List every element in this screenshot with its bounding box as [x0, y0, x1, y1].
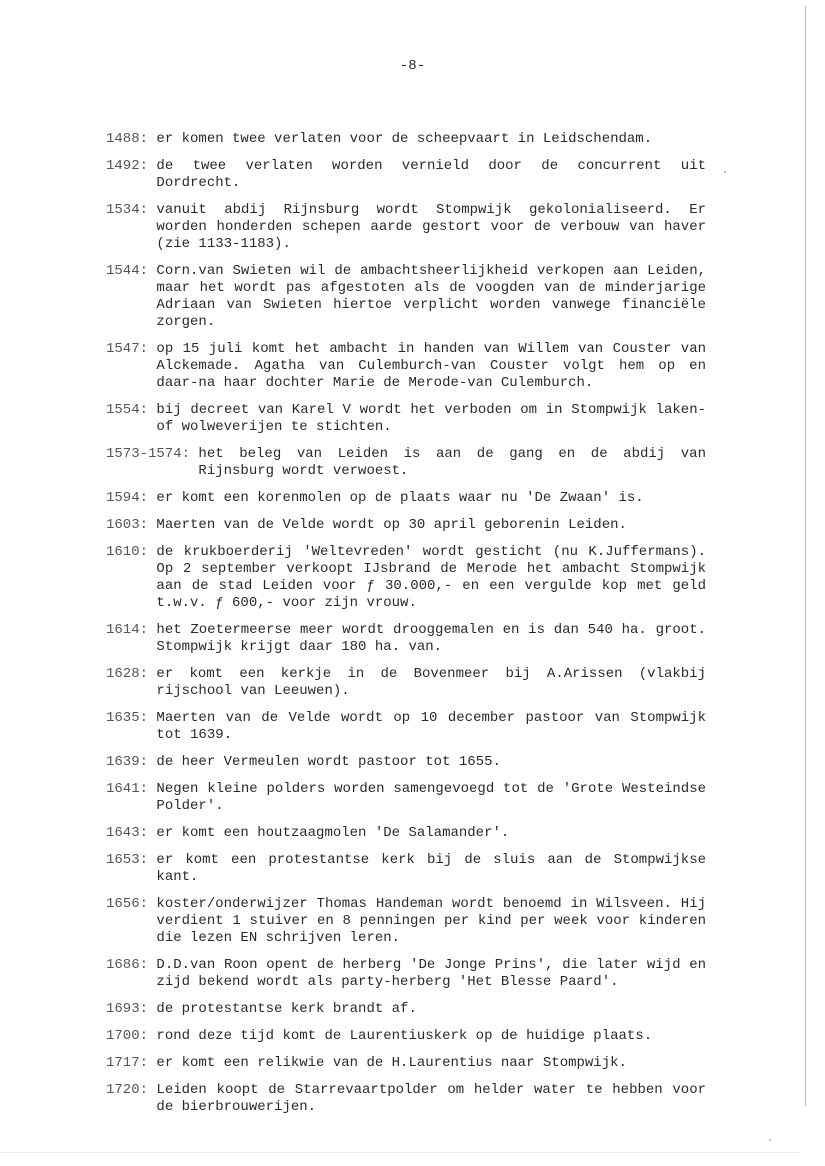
- chronology-entry: [106, 1055, 706, 1072]
- entry-text: er komen twee verlaten voor de scheepvaart in Leidschendam.: [156, 131, 653, 147]
- entry-year: 1641:: [106, 781, 157, 797]
- entry-text: Maerten van de Velde wordt op 30 april geborenin Leiden.: [156, 517, 627, 533]
- chronology-entry: [106, 131, 706, 148]
- entry-text: het beleg van Leiden is aan de gang en de abdij van Rijnsburg wordt verwoest.: [198, 446, 706, 479]
- chronology-entry: [106, 517, 706, 534]
- entry-text: er komt een protestantse kerk bij de sluis aan de Stompwijkse kant.: [156, 852, 706, 885]
- chronology-entry: [106, 754, 706, 771]
- chronology-entry: [106, 263, 706, 331]
- scan-speck: [724, 171, 726, 173]
- chronology-entry: [106, 341, 706, 392]
- chronology-entry: [106, 490, 706, 507]
- entry-text: vanuit abdij Rijnsburg wordt Stompwijk gekolonialiseerd. Er worden honderden schepen aarde gestort voor de verbouw van haver (zie 1133-1183).: [156, 202, 706, 252]
- entry-text: Leiden koopt de Starrevaartpolder om helder water te hebben voor de bierbrouwerijen.: [156, 1082, 706, 1115]
- entry-year: 1686:: [106, 957, 157, 973]
- entry-text: er komt een korenmolen op de plaats waar nu 'De Zwaan' is.: [156, 490, 644, 506]
- entry-text: de protestantse kerk brandt af.: [156, 1001, 417, 1017]
- entry-text: bij decreet van Karel V wordt het verboden om in Stompwijk laken- of wolweverijen te stichten.: [156, 402, 706, 435]
- scan-speck: [769, 1139, 771, 1141]
- entry-year: 1656:: [106, 896, 157, 912]
- entry-year: 1628:: [106, 666, 157, 682]
- entry-year: 1635:: [106, 710, 157, 726]
- entry-text: Maerten van de Velde wordt op 10 december pastoor van Stompwijk tot 1639.: [156, 710, 706, 743]
- entry-year: 1547:: [106, 341, 157, 357]
- entry-text: Corn.van Swieten wil de ambachtsheerlijkheid verkopen aan Leiden, maar het wordt pas afgestoten als de voogden van de minderjarige Adriaan van Swieten hiertoe verplicht worden vanwege financiële zorgen.: [156, 263, 706, 330]
- entry-year: 1720:: [106, 1082, 157, 1098]
- entry-year: 1639:: [106, 754, 157, 770]
- chronology-entry: [106, 825, 706, 842]
- entry-text: de krukboerderij 'Weltevreden' wordt gesticht (nu K.Juffermans). Op 2 september verkoopt IJsbrand de Merode het ambacht Stompwijk aan de stad Leiden voor ƒ 30.000,- en een vergulde kop met geld t.w.v. ƒ 600,- voor zijn vrouw.: [156, 544, 706, 611]
- chronology-entry: [106, 1028, 706, 1045]
- entry-year: 1603:: [106, 517, 157, 533]
- entry-text: Negen kleine polders worden samengevoegd tot de 'Grote Westeindse Polder'.: [156, 781, 706, 814]
- entry-year: 1610:: [106, 544, 157, 560]
- chronology-entry: [106, 852, 706, 886]
- entry-text: koster/onderwijzer Thomas Handeman wordt benoemd in Wilsveen. Hij verdient 1 stuiver en 8 penningen per kind per week voor kinderen die lezen EN schrijven leren.: [156, 896, 706, 946]
- scan-edge-line: [805, 6, 806, 1106]
- entry-text: er komt een relikwie van de H.Laurentius naar Stompwijk.: [156, 1055, 627, 1071]
- entry-year: 1488:: [106, 131, 157, 147]
- entry-year: 1717:: [106, 1055, 157, 1071]
- entry-text: er komt een kerkje in de Bovenmeer bij A.Arissen (vlakbij rijschool van Leeuwen).: [156, 666, 706, 699]
- chronology-entry: [106, 202, 706, 253]
- entry-year: 1643:: [106, 825, 157, 841]
- entry-text: rond deze tijd komt de Laurentiuskerk op de huidige plaats.: [156, 1028, 653, 1044]
- entry-year: 1492:: [106, 158, 157, 174]
- chronology-entry: [106, 402, 706, 436]
- chronology-list: [106, 131, 706, 1126]
- entry-text: D.D.van Roon opent de herberg 'De Jonge Prins', die later wijd en zijd bekend wordt als party-herberg 'Het Blesse Paard'.: [156, 957, 706, 990]
- chronology-entry: [106, 544, 706, 612]
- entry-text: het Zoetermeerse meer wordt drooggemalen en is dan 540 ha. groot. Stompwijk krijgt daar 180 ha. van.: [156, 622, 706, 655]
- entry-year: 1653:: [106, 852, 157, 868]
- chronology-entry: [106, 158, 706, 192]
- entry-year: 1693:: [106, 1001, 157, 1017]
- entry-year: 1594:: [106, 490, 157, 506]
- chronology-entry: [106, 446, 706, 480]
- chronology-entry: [106, 1082, 706, 1116]
- entry-year: 1573-1574:: [106, 446, 199, 462]
- entry-text: op 15 juli komt het ambacht in handen van Willem van Couster van Alckemade. Agatha van Culemburch-van Couster volgt hem op en daar-na haar dochter Marie de Merode-van Culemburch.: [156, 341, 706, 391]
- chronology-entry: [106, 957, 706, 991]
- entry-text: er komt een houtzaagmolen 'De Salamander'.: [156, 825, 510, 841]
- entry-text: de heer Vermeulen wordt pastoor tot 1655.: [156, 754, 501, 770]
- entry-text: de twee verlaten worden vernield door de concurrent uit Dordrecht.: [156, 158, 706, 191]
- chronology-entry: [106, 896, 706, 947]
- entry-year: 1614:: [106, 622, 157, 638]
- entry-year: 1544:: [106, 263, 157, 279]
- chronology-entry: [106, 710, 706, 744]
- chronology-entry: [106, 781, 706, 815]
- page-number: -8-: [399, 58, 426, 74]
- entry-year: 1534:: [106, 202, 157, 218]
- chronology-entry: [106, 622, 706, 656]
- chronology-entry: [106, 1001, 706, 1018]
- entry-year: 1700:: [106, 1028, 157, 1044]
- entry-year: 1554:: [106, 402, 157, 418]
- scan-bottom-edge: [0, 1152, 800, 1153]
- chronology-entry: [106, 666, 706, 700]
